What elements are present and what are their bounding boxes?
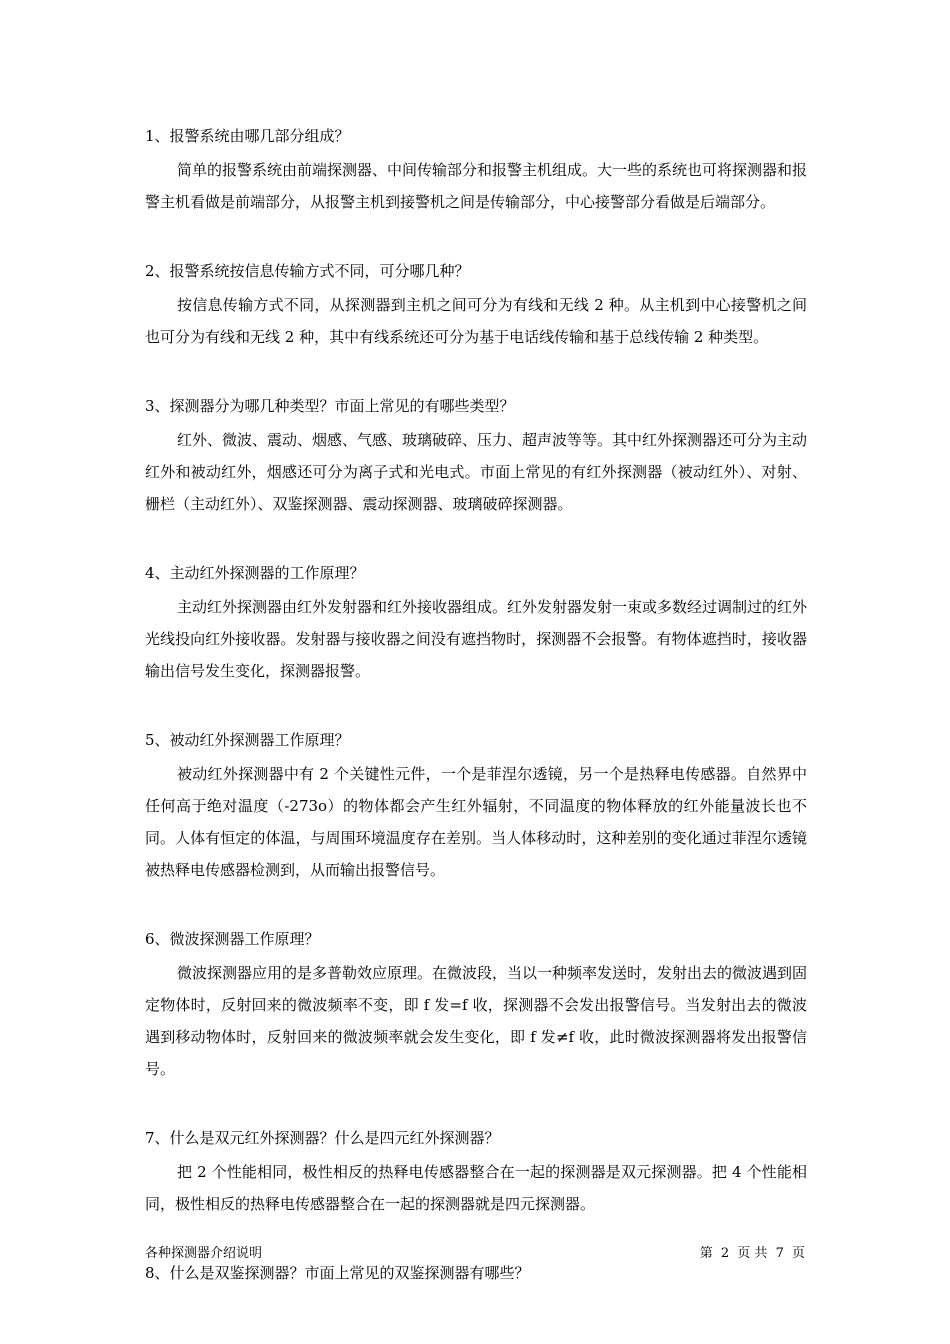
footer-document-title: 各种探测器介绍说明	[145, 1246, 263, 1261]
qa-item-7	[145, 1122, 807, 1220]
answer-paragraph: 主动红外探测器由红外发射器和红外接收器组成。红外发射器发射一束或多数经过调制过的红外光线投向红外接收器。发射器与接收器之间没有遮挡物时，探测器不会报警。有物体遮挡时，接收器输出信号发生变化，探测器报警。	[145, 598, 808, 680]
question-heading: 3、探测器分为哪几种类型？市面上常见的有哪些类型？	[145, 397, 515, 415]
qa-item-2	[145, 255, 807, 353]
question-heading: 4、主动红外探测器的工作原理？	[145, 564, 365, 582]
answer-paragraph: 微波探测器应用的是多普勒效应原理。在微波段，当以一种频率发送时，发射出去的微波遇到固定物体时，反射回来的微波频率不变，即 f 发=f 收，探测器不会发出报警信号。当发射出去的微波遇到移动物体时，反射回来的微波频率就会发生变化，即 f 发≠f 收，此时微波探测器将发出报警信号。	[145, 964, 808, 1078]
document-body	[145, 120, 807, 1326]
page-number-mid: 页 共	[737, 1246, 768, 1261]
question-heading: 8、什么是双鉴探测器？市面上常见的双鉴探测器有哪些？	[145, 1264, 530, 1282]
qa-item-3	[145, 390, 807, 520]
qa-item-4	[145, 557, 807, 687]
answer-paragraph: 简单的报警系统由前端探测器、中间传输部分和报警主机组成。大一些的系统也可将探测器和报警主机看做是前端部分，从报警主机到接警机之间是传输部分，中心接警部分看做是后端部分。	[145, 161, 808, 211]
page-number-current: 2	[720, 1246, 730, 1261]
page-number-suffix: 页	[791, 1246, 805, 1261]
qa-item-5	[145, 724, 807, 886]
page-number-prefix: 第	[699, 1246, 713, 1261]
page-number	[698, 1244, 807, 1264]
question-heading: 2、报警系统按信息传输方式不同，可分哪几种？	[145, 262, 470, 280]
question-heading: 6、微波探测器工作原理？	[145, 930, 320, 948]
question-heading: 5、被动红外探测器工作原理？	[145, 731, 350, 749]
page-footer	[145, 1244, 807, 1264]
answer-paragraph: 红外、微波、震动、烟感、气感、玻璃破碎、压力、超声波等等。其中红外探测器还可分为主动红外和被动红外，烟感还可分为离子式和光电式。市面上常见的有红外探测器（被动红外）、对射、栅栏（主动红外）、双鉴探测器、震动探测器、玻璃破碎探测器。	[145, 431, 808, 513]
question-heading: 7、什么是双元红外探测器？什么是四元红外探测器？	[145, 1129, 500, 1147]
answer-paragraph: 被动红外探测器中有 2 个关键性元件，一个是菲涅尔透镜，另一个是热释电传感器。自然界中任何高于绝对温度（-273o）的物体都会产生红外辐射，不同温度的物体释放的红外能量波长也不同。人体有恒定的体温，与周围环境温度存在差别。当人体移动时，这种差别的变化通过菲涅尔透镜被热释电传感器检测到，从而输出报警信号。	[145, 765, 807, 879]
question-heading: 1、报警系统由哪几部分组成？	[145, 127, 350, 145]
qa-item-6	[145, 923, 807, 1085]
page-number-total: 7	[775, 1246, 784, 1261]
answer-paragraph: 把 2 个性能相同，极性相反的热释电传感器整合在一起的探测器是双元探测器。把 4 个性能相同，极性相反的热释电传感器整合在一起的探测器就是四元探测器。	[145, 1163, 807, 1213]
qa-item-1	[145, 120, 807, 218]
answer-paragraph: 按信息传输方式不同，从探测器到主机之间可分为有线和无线 2 种。从主机到中心接警机之间也可分为有线和无线 2 种，其中有线系统还可分为基于电话线传输和基于总线传输 2 种类型。	[145, 296, 807, 346]
